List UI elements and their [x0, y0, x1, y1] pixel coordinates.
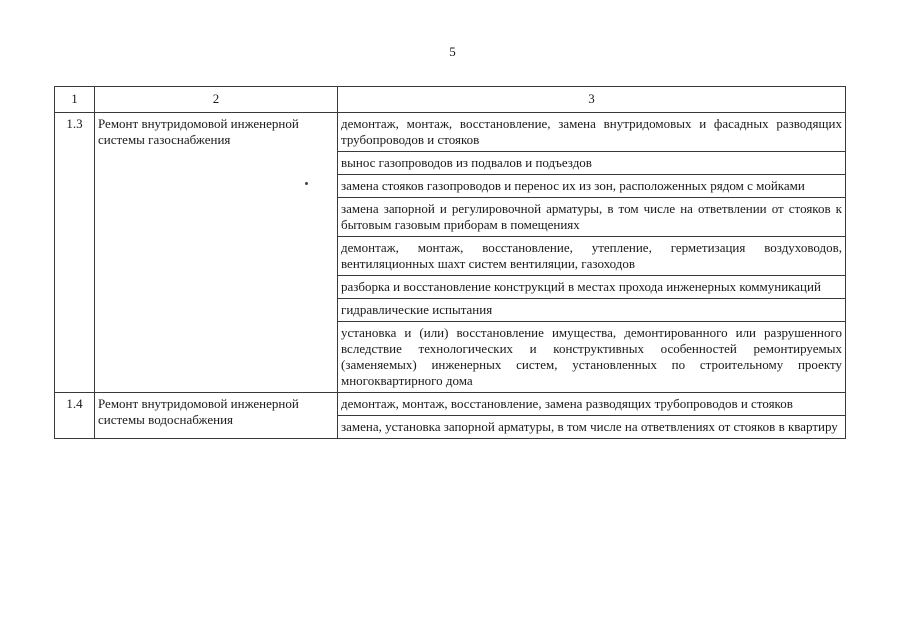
table-row: [55, 393, 846, 416]
work-item: замена, установка запорной арматуры, в том числе на ответвлениях от стояков в квартиру: [338, 416, 846, 439]
table-header-row: [55, 87, 846, 113]
work-item: замена стояков газопроводов и перенос их из зон, расположенных рядом с мойками: [338, 175, 846, 198]
table-row: [55, 113, 846, 152]
work-item: демонтаж, монтаж, восстановление, утепление, герметизация воздуховодов, вентиляционных шахт систем вентиляции, газоходов: [338, 237, 846, 276]
section-title: Ремонт внутридомовой инженерной системы газоснабжения: [95, 113, 338, 393]
work-item: разборка и восстановление конструкций в местах прохода инженерных коммуникаций: [338, 276, 846, 299]
section-title: Ремонт внутридомовой инженерной системы водоснабжения: [95, 393, 338, 439]
work-item: вынос газопроводов из подвалов и подъездов: [338, 152, 846, 175]
work-item: демонтаж, монтаж, восстановление, замена разводящих трубопроводов и стояков: [338, 393, 846, 416]
work-item: гидравлические испытания: [338, 299, 846, 322]
column-header-1: 1: [55, 87, 95, 113]
works-table: [54, 86, 846, 439]
section-number: 1.4: [55, 393, 95, 439]
page-number: 5: [449, 44, 456, 59]
work-item: установка и (или) восстановление имущества, демонтированного или разрушенного вследствие технологических и конструктивных особенностей ремонтируемых (заменяемых) инженерных систем, установленных по строительному проекту многоквартирного дома: [338, 322, 846, 393]
column-header-3: 3: [338, 87, 846, 113]
section-number: 1.3: [55, 113, 95, 393]
column-header-2: 2: [95, 87, 338, 113]
work-item: демонтаж, монтаж, восстановление, замена внутридомовых и фасадных разводящих трубопроводов и стояков: [338, 113, 846, 152]
work-item: замена запорной и регулировочной арматуры, в том числе на ответвлении от стояков к бытовым газовым приборам в помещениях: [338, 198, 846, 237]
scan-speck: [305, 182, 308, 185]
